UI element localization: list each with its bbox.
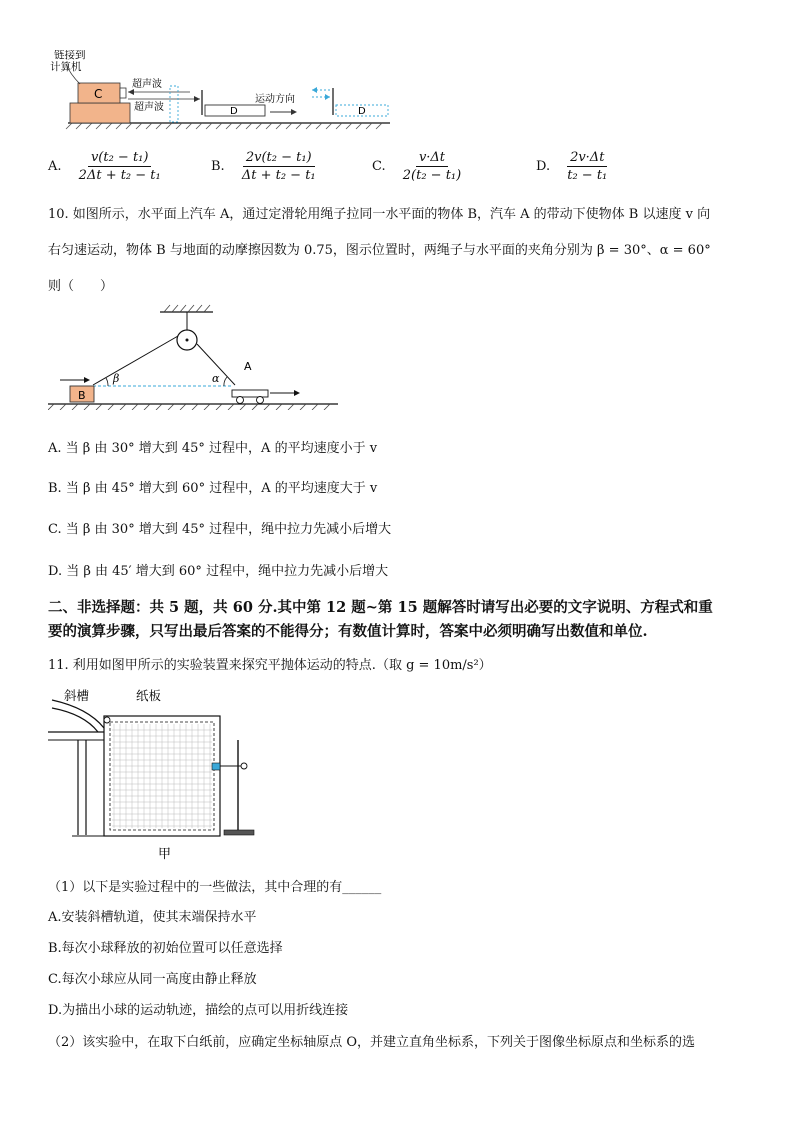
q11-option-d[interactable]: D.为描出小球的运动轨迹，描绘的点可以用折线连接 bbox=[48, 1003, 349, 1018]
projectile-apparatus-figure bbox=[48, 680, 278, 870]
q10-option-c[interactable]: C. 当 β 由 30° 增大到 45° 过程中，绳中拉力先减小后增大 bbox=[48, 522, 392, 537]
board-label: 纸板 bbox=[136, 688, 162, 703]
box-d-label: D bbox=[230, 106, 238, 117]
q11-option-b[interactable]: B.每次小球释放的初始位置可以任意选择 bbox=[48, 941, 283, 956]
motion-direction-label: 运动方向 bbox=[255, 94, 295, 105]
link-label-1: 链接到 bbox=[54, 50, 86, 61]
q10-option-b[interactable]: B. 当 β 由 45° 增大到 60° 过程中，A 的平均速度大于 v bbox=[48, 481, 378, 496]
option-a-fraction: $\frac{\text{v(t₂ − t₁)}}{\text{2Δt + t₂ − t₁}}$ bbox=[78, 150, 161, 183]
option-b-fraction: $\frac{\text{2v(t₂ − t₁)}}{\text{Δt + t₂ − t₁}}$ bbox=[241, 150, 316, 183]
option-a[interactable]: A. $\frac{\text{v(t₂ − t₁)}}{\text{2Δt + t₂ − t₁}}$ bbox=[48, 150, 164, 183]
beta-label: β bbox=[113, 372, 120, 385]
q11-option-a[interactable]: A.安装斜槽轨道，使其末端保持水平 bbox=[48, 910, 257, 925]
q10-line-1: 10. 如图所示，水平面上汽车 A，通过定滑轮用绳子拉同一水平面的物体 B，汽车 A 的带动下使物体 B 以速度 v 向 bbox=[48, 207, 711, 222]
block-b-label: B bbox=[78, 389, 86, 402]
link-label-2: 计算机 bbox=[50, 61, 82, 73]
q10-option-d[interactable]: D. 当 β 由 45′ 增大到 60° 过程中，绳中拉力先减小后增大 bbox=[48, 564, 389, 579]
section-2-line-1: 二、非选择题：共 5 题，共 60 分.其中第 12 题~第 15 题解答时请写出必要的文字说明、方程式和重 bbox=[48, 599, 713, 616]
option-d-fraction: $\frac{2v\cdot\Delta t}{\text{t₂ − t₁}}$ bbox=[567, 150, 608, 183]
q11-sub-1: （1）以下是实验过程中的一些做法，其中合理的有______ bbox=[48, 880, 382, 895]
ultrasonic-label-2: 超声波 bbox=[134, 102, 164, 113]
ultrasonic-figure bbox=[50, 50, 395, 130]
ultrasonic-label-1: 超声波 bbox=[132, 79, 162, 90]
car-a-label: A bbox=[244, 360, 252, 373]
section-2-line-2: 要的演算步骤，只写出最后答案的不能得分；有数值计算时，答案中必须明确写出数值和单位. bbox=[48, 623, 648, 640]
alpha-label: α bbox=[212, 372, 220, 385]
figure-caption: 甲 bbox=[158, 847, 172, 862]
option-b[interactable]: B. $\frac{\text{2v(t₂ − t₁)}}{\text{Δt + t₂ − t₁}}$ bbox=[211, 150, 319, 183]
chute-label: 斜槽 bbox=[64, 688, 90, 703]
q11-stem: 11. 利用如图甲所示的实验装置来探究平抛体运动的特点.（取 g = 10m/s²） bbox=[48, 658, 492, 673]
q11-option-c[interactable]: C.每次小球应从同一高度由静止释放 bbox=[48, 972, 257, 987]
option-c-fraction: $\frac{v\cdot\Delta t}{\text{2(t₂ − t₁)}}$ bbox=[402, 150, 462, 183]
option-d[interactable]: D. $\frac{2v\cdot\Delta t}{\text{t₂ − t₁}}$ bbox=[536, 150, 610, 183]
box-c-label: C bbox=[94, 87, 103, 101]
q10-option-a[interactable]: A. 当 β 由 30° 增大到 45° 过程中，A 的平均速度小于 v bbox=[48, 441, 378, 456]
box-d2-label: D bbox=[358, 106, 366, 117]
option-c[interactable]: C. $\frac{v\cdot\Delta t}{\text{2(t₂ − t₁)}}$ bbox=[372, 150, 464, 183]
pulley-figure bbox=[48, 300, 348, 410]
q10-line-3: 则（ ） bbox=[48, 279, 114, 294]
q11-sub-2: （2）该实验中，在取下白纸前，应确定坐标轴原点 O，并建立直角坐标系，下列关于图像坐标原点和坐标系的选 bbox=[48, 1035, 696, 1050]
q10-line-2: 右匀速运动，物体 B 与地面的动摩擦因数为 0.75，图示位置时，两绳子与水平面的夹角分别为 β = 30°、α = 60° bbox=[48, 243, 711, 258]
